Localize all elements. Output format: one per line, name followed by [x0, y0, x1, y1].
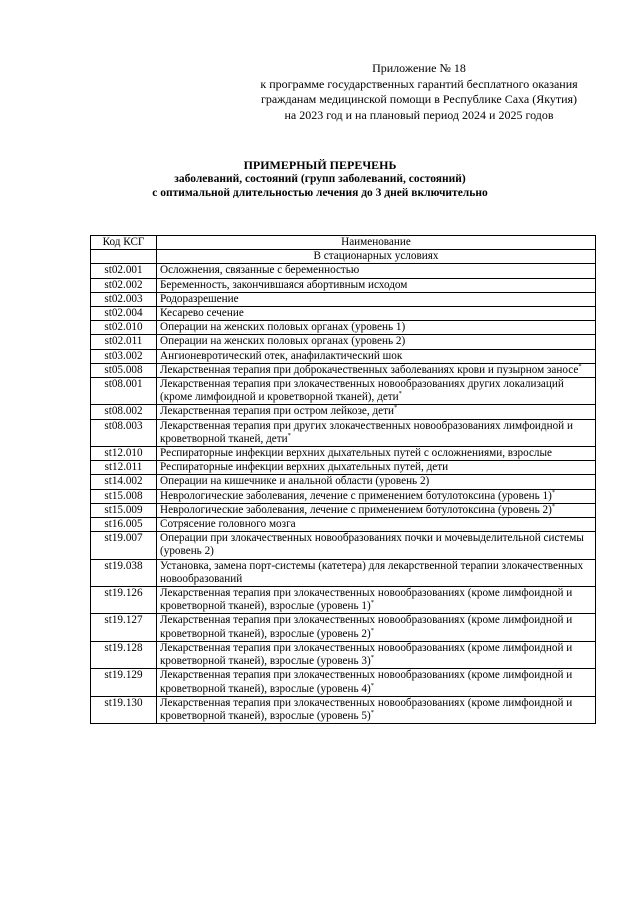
ksg-name: Лекарственная терапия при злокачественных новообразованиях (кроме лимфоидной и кроветворной тканей), взрослые (уровень 5) [160, 696, 573, 722]
ksg-name: Операции на женских половых органах (уровень 1) [160, 321, 406, 334]
ksg-name: Неврологические заболевания, лечение с применением ботулотоксина (уровень 1) [160, 489, 552, 502]
footnote-mark: * [370, 626, 374, 634]
ksg-name: Операции при злокачественных новообразованиях почки и мочевыделительной системы (уровень 2) [160, 532, 584, 558]
ksg-name: Ангионевротический отек, анафилактический шок [160, 349, 403, 362]
ksg-name-cell [157, 559, 596, 586]
table-row [91, 559, 596, 586]
ksg-name: Установка, замена порт-системы (катетера) для лекарственной терапии злокачественных новообразований [160, 559, 584, 585]
title-main: ПРИМЕРНЫЙ ПЕРЕЧЕНЬ [243, 158, 397, 172]
table-row [91, 489, 596, 503]
ksg-name: Лекарственная терапия при злокачественных новообразованиях (кроме лимфоидной и кроветворной тканей), взрослые (уровень 3) [160, 641, 573, 668]
ksg-name-cell [157, 264, 596, 278]
table-row [91, 264, 596, 278]
table-row [91, 518, 596, 532]
table-row [91, 641, 596, 668]
ksg-code: st08.002 [91, 405, 157, 419]
ksg-name-cell [157, 489, 596, 503]
ksg-name: Родоразрешение [160, 292, 239, 305]
ksg-code: st08.003 [91, 419, 157, 446]
table-row [91, 447, 596, 461]
title-line: заболеваний, состояний (групп заболеваний, состояний) [174, 173, 466, 185]
ksg-code: st02.003 [91, 292, 157, 306]
ksg-name: Лекарственная терапия при других злокачественных новообразованиях лимфоидной и кроветворной тканей, дети [160, 419, 573, 445]
table-header-row [91, 236, 596, 250]
ksg-name: Лекарственная терапия при остром лейкозе, дети [160, 405, 394, 418]
footnote-mark: * [551, 502, 556, 510]
footnote-mark: * [287, 431, 291, 439]
appendix-line: гражданам медицинской помощи в Республике Саха (Якутия) [260, 92, 578, 106]
table-row [91, 532, 596, 559]
ksg-name-cell [157, 447, 596, 461]
ksg-name-cell [157, 405, 596, 419]
ksg-code: st02.001 [91, 264, 157, 278]
ksg-code: st15.009 [91, 503, 157, 517]
ksg-code: st15.008 [91, 489, 157, 503]
ksg-name-cell [157, 503, 596, 517]
ksg-name-cell [157, 696, 596, 723]
ksg-code: st03.002 [91, 349, 157, 363]
ksg-name-cell [157, 614, 596, 641]
ksg-name-cell [157, 349, 596, 363]
appendix-header [214, 61, 624, 123]
table-row [91, 278, 596, 292]
table-row [91, 419, 596, 446]
ksg-code: st05.008 [91, 363, 157, 377]
ksg-name-cell [157, 518, 596, 532]
ksg-code: st19.007 [91, 532, 157, 559]
table-row [91, 349, 596, 363]
ksg-code: st02.010 [91, 321, 157, 335]
ksg-name-cell [157, 587, 596, 614]
table-row [91, 405, 596, 419]
ksg-name: Лекарственная терапия при злокачественных новообразованиях (кроме лимфоидной и кроветворной тканей), взрослые (уровень 1) [160, 587, 573, 613]
ksg-code: st19.128 [91, 641, 157, 668]
table-row [91, 461, 596, 475]
ksg-name-cell [157, 419, 596, 446]
footnote-mark: * [370, 681, 374, 689]
ksg-name: Неврологические заболевания, лечение с применением ботулотоксина (уровень 2) [160, 503, 552, 516]
footnote-mark: * [551, 488, 556, 496]
ksg-name: Операции на женских половых органах (уровень 2) [160, 335, 406, 348]
document-title [60, 158, 580, 200]
ksg-table [90, 235, 596, 724]
ksg-name: Сотрясение головного мозга [160, 518, 296, 531]
ksg-code: st02.011 [91, 335, 157, 349]
section-empty-cell [91, 250, 157, 264]
table-row [91, 335, 596, 349]
table-row [91, 503, 596, 517]
footnote-mark: * [370, 708, 374, 716]
table-row [91, 378, 596, 405]
footnote-mark: * [578, 362, 582, 370]
ksg-name: Лекарственная терапия при злокачественных новообразованиях (кроме лимфоидной и кроветворной тканей), взрослые (уровень 2) [160, 614, 573, 640]
ksg-code: st19.129 [91, 669, 157, 696]
ksg-name-cell [157, 475, 596, 489]
ksg-name: Осложнения, связанные с беременностью [160, 264, 360, 277]
appendix-line: к программе государственных гарантий бесплатного оказания [260, 76, 578, 91]
ksg-name-cell [157, 669, 596, 696]
table-row [91, 292, 596, 306]
ksg-name-cell [157, 307, 596, 321]
section-title: В стационарных условиях [157, 250, 596, 264]
section-row [91, 250, 596, 264]
table-row [91, 363, 596, 377]
footnote-mark: * [394, 404, 398, 412]
ksg-code: st12.010 [91, 447, 157, 461]
ksg-code: st19.038 [91, 559, 157, 586]
ksg-name: Респираторные инфекции верхних дыхательных путей, дети [160, 461, 449, 474]
ksg-name: Лекарственная терапия при доброкачественных заболеваниях крови и пузырном заносе [160, 363, 579, 376]
ksg-code: st02.002 [91, 278, 157, 292]
table-row [91, 614, 596, 641]
footnote-mark: * [398, 390, 402, 398]
ksg-name-cell [157, 461, 596, 475]
ksg-code: st16.005 [91, 518, 157, 532]
ksg-name: Лекарственная терапия при злокачественных новообразованиях (кроме лимфоидной и кроветворной тканей), взрослые (уровень 4) [160, 669, 573, 695]
ksg-code: st19.126 [91, 587, 157, 614]
footnote-mark: * [370, 599, 374, 607]
ksg-name-cell [157, 292, 596, 306]
table-row [91, 475, 596, 489]
table-row [91, 307, 596, 321]
ksg-name-cell [157, 532, 596, 559]
ksg-code: st19.130 [91, 696, 157, 723]
ksg-name-cell [157, 335, 596, 349]
ksg-name-cell [157, 278, 596, 292]
ksg-code: st02.004 [91, 307, 157, 321]
header-code: Код КСГ [91, 236, 157, 250]
table-row [91, 669, 596, 696]
footnote-mark: * [370, 654, 374, 662]
table-row [91, 321, 596, 335]
header-name: Наименование [157, 236, 596, 250]
table-row [91, 696, 596, 723]
ksg-name: Беременность, закончившаяся абортивным исходом [160, 278, 408, 291]
ksg-name-cell [157, 641, 596, 668]
ksg-name: Респираторные инфекции верхних дыхательных путей с осложнениями, взрослые [160, 447, 552, 460]
ksg-code: st14.002 [91, 475, 157, 489]
ksg-name-cell [157, 321, 596, 335]
ksg-code: st12.011 [91, 461, 157, 475]
ksg-name: Лекарственная терапия при злокачественных новообразованиях других локализаций (кроме лимфоидной и кроветворной тканей), дети [160, 378, 564, 404]
ksg-name: Кесарево сечение [160, 307, 244, 320]
ksg-name-cell [157, 363, 596, 377]
appendix-line: на 2023 год и на плановый период 2024 и 2025 годов [284, 107, 554, 122]
title-line: с оптимальной длительностью лечения до 3 дней включительно [152, 187, 488, 199]
ksg-code: st19.127 [91, 614, 157, 641]
appendix-number: Приложение № 18 [372, 61, 466, 75]
ksg-code: st08.001 [91, 378, 157, 405]
ksg-name-cell [157, 378, 596, 405]
ksg-name: Операции на кишечнике и анальной области (уровень 2) [160, 475, 430, 488]
table-row [91, 587, 596, 614]
